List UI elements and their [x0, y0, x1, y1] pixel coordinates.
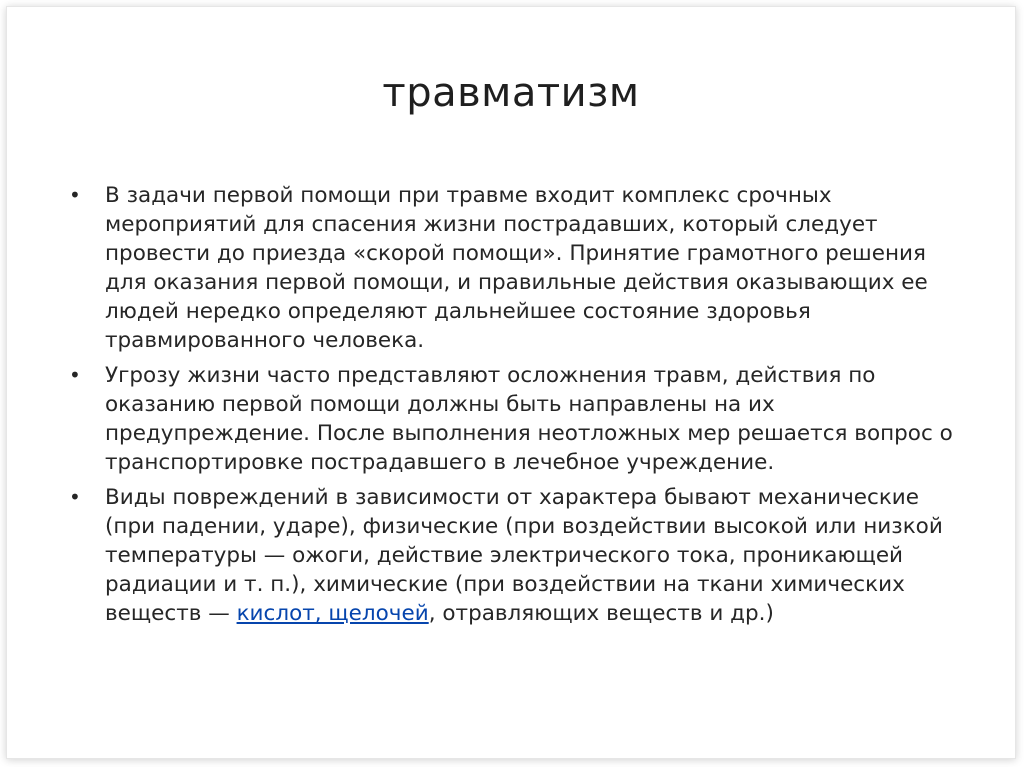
- bullet-marker: •: [69, 363, 81, 387]
- slide-title: травматизм: [382, 70, 640, 116]
- bullet-item: [69, 483, 969, 628]
- bullet-item: [69, 361, 969, 477]
- bullet-text-before-link: Виды повреждений в зависимости от характера бывают механические (при падении, ударе), физические (при воздействии высокой или низкой температуры — ожоги, действие электрического тока, проникающей радиации и т. п.), химические (при воздействии на ткани химических веществ —: [105, 485, 943, 626]
- bullet-marker: •: [69, 485, 81, 509]
- acids-alkalis-link[interactable]: кислот, щелочей: [236, 601, 429, 626]
- bullet-text: Угрозу жизни часто представляют осложнения травм, действия по оказанию первой помощи должны быть направлены на их предупреждение. После выполнения неотложных мер решается вопрос о транспортировке пострадавшего в лечебное учреждение.: [105, 363, 953, 475]
- bullet-item: [69, 181, 969, 355]
- bullet-text: В задачи первой помощи при травме входит комплекс срочных мероприятий для спасения жизни пострадавших, который следует провести до приезда «скорой помощи». Принятие грамотного решения для оказания первой помощи, и правильные действия оказывающих ее людей нередко определяют дальнейшее состояние здоровья травмированного человека.: [105, 183, 928, 353]
- bullet-marker: •: [69, 183, 81, 207]
- bullet-list: [69, 181, 969, 634]
- bullet-text-after-link: , отравляющих веществ и др.): [428, 601, 774, 626]
- slide: [6, 6, 1016, 759]
